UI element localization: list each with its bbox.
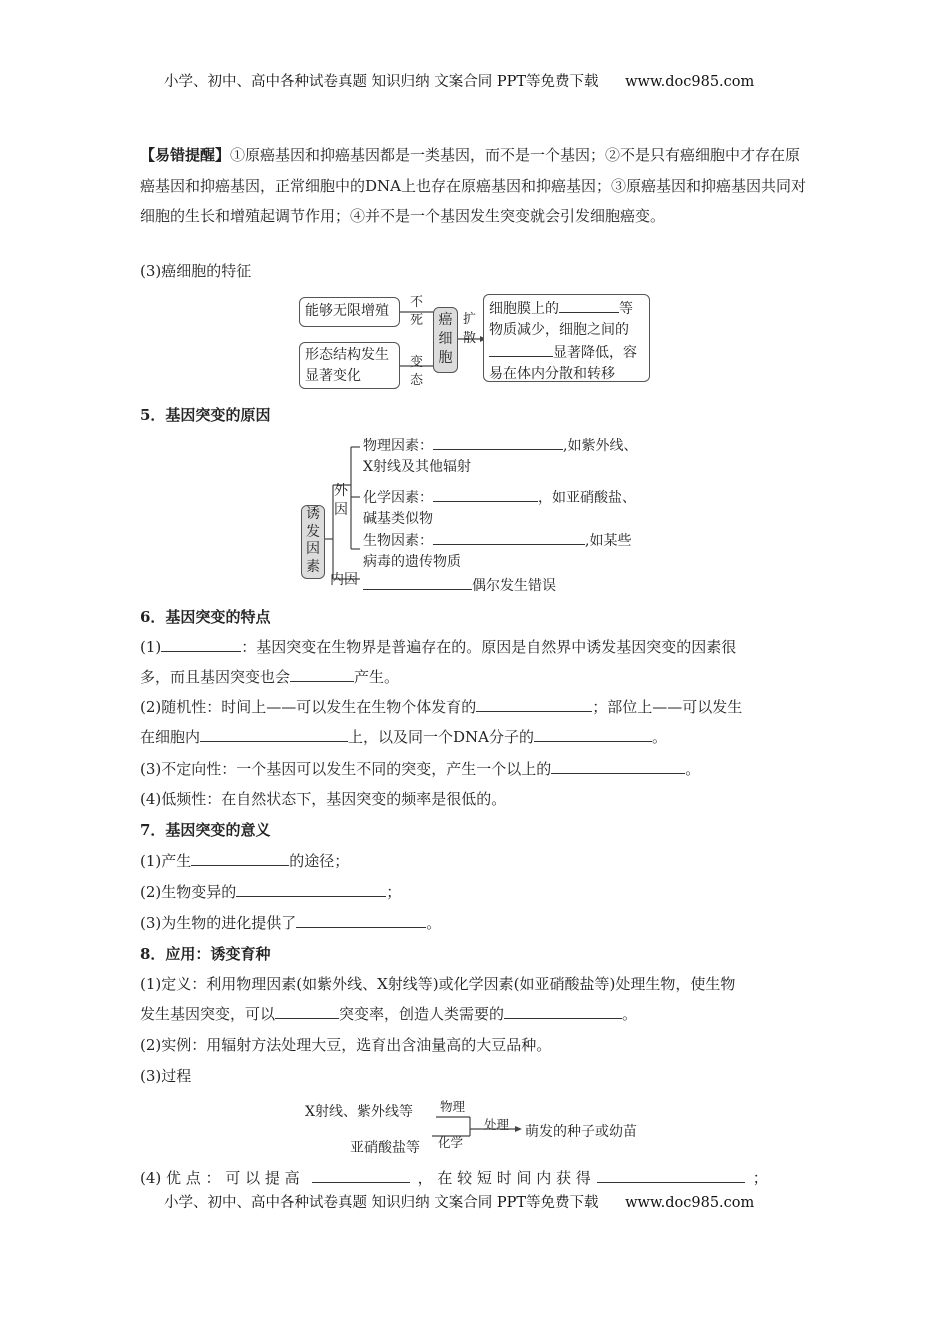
blank: [363, 574, 472, 590]
text: (1)产生: [140, 852, 192, 870]
factor-text: 碱基类似物: [363, 511, 433, 527]
spread-description-box: [483, 294, 650, 382]
factor-text: ,如某些: [585, 533, 632, 549]
text: ；部位上——可以发生: [592, 698, 743, 716]
text: 的途径；: [289, 852, 350, 870]
desc-line: 物质减少，细胞之间的: [489, 322, 629, 338]
s6-line: [140, 754, 700, 784]
section-8-title: 8．应用：诱变育种: [140, 945, 271, 963]
center-char: 胞: [438, 350, 453, 366]
tag-char: 变: [410, 355, 424, 370]
text: 。: [426, 914, 442, 932]
section-7-title: 7．基因突变的意义: [140, 821, 271, 839]
s8-line: (2)实例：用辐射方法处理大豆，选育出含油量高的大豆品种。: [140, 1036, 552, 1054]
text: 多，而且基因突变也会: [140, 668, 291, 686]
s8-advantage-line: [140, 1163, 768, 1193]
factor-text: X射线及其他辐射: [363, 459, 471, 475]
blank: [236, 881, 386, 897]
physical-source: X射线、紫外线等: [305, 1104, 413, 1120]
s6-line: [140, 632, 736, 662]
factor-text: ，如亚硝酸盐、: [538, 490, 636, 506]
blank: [534, 726, 652, 742]
s7-line: [140, 877, 401, 907]
s7-line: [140, 908, 441, 938]
desc-text: 等: [619, 301, 633, 317]
desc-text: 细胞膜上的: [489, 301, 559, 317]
text: 上，以及同一个DNA分子的: [348, 728, 535, 746]
ext-char: 外: [334, 483, 348, 499]
text: ：基因突变在生物界是普遍存在的。原因是自然界中诱发基因突变的因素很: [241, 638, 737, 656]
arrow-char: 散: [463, 331, 477, 346]
blank: [489, 341, 553, 357]
blank: [433, 486, 538, 502]
immortal-tag: [410, 295, 423, 328]
reminder-label: 【易错提醒】: [140, 146, 231, 164]
internal-cause-label: 内因: [330, 572, 358, 588]
center-char: 癌: [438, 312, 453, 328]
footer-url: www.doc985.com: [625, 1195, 755, 1211]
text: ；: [752, 1169, 768, 1187]
box-line: 显著变化: [305, 368, 361, 384]
blank: [312, 1167, 410, 1183]
text: 。: [652, 728, 668, 746]
text: 产生。: [354, 668, 400, 686]
text: ；: [386, 883, 402, 901]
root-char: 发: [306, 523, 320, 540]
section-6-title: 6．基因突变的特点: [140, 608, 271, 626]
factor-text: ,如紫外线、: [563, 438, 638, 454]
blank: [296, 912, 426, 928]
s6-line: [140, 692, 742, 722]
desc-line: [489, 341, 644, 364]
internal-factor: [363, 574, 556, 595]
text: 发生基因突变，可以: [140, 1005, 276, 1023]
cancer-features-title: (3)癌细胞的特征: [140, 262, 252, 280]
s6-line: [140, 722, 667, 752]
desc-line: [489, 297, 644, 320]
text: (2)随机性：时间上——可以发生在生物个体发育的: [140, 698, 477, 716]
cancer-cell-box: [433, 307, 458, 373]
factor-label: 化学因素：: [363, 490, 433, 506]
text: (3)为生物的进化提供了: [140, 914, 297, 932]
s6-line: [140, 662, 399, 692]
text: ， 在 较 短 时 间 内 获 得: [417, 1169, 591, 1187]
text: (2)生物变异的: [140, 883, 237, 901]
spread-label: [463, 312, 476, 346]
blank: [559, 297, 619, 313]
root-char: 素: [306, 558, 320, 575]
text: 。: [622, 1005, 638, 1023]
section-5-title: 5．基因突变的原因: [140, 406, 271, 424]
factor-label: 物理因素：: [363, 438, 433, 454]
process-label: 处理: [484, 1117, 510, 1132]
chemical-label: 化学: [438, 1135, 464, 1150]
morph-tag: [410, 355, 423, 388]
blank: [597, 1167, 745, 1183]
blank: [551, 758, 685, 774]
unlimited-proliferation-box: [299, 297, 400, 327]
physical-label: 物理: [440, 1099, 466, 1114]
blank: [290, 666, 354, 682]
text: (3)不定向性：一个基因可以发生不同的突变，产生一个以上的: [140, 760, 552, 778]
blank: [275, 1003, 339, 1019]
box-label: 能够无限增殖: [305, 303, 389, 319]
blank: [433, 529, 585, 545]
header-text: 小学、初中、高中各种试卷真题 知识归纳 文案合同 PPT等免费下载: [164, 74, 599, 90]
arrow-char: 扩: [463, 312, 477, 327]
induction-factors-box: [301, 505, 325, 579]
root-char: 诱: [306, 506, 320, 522]
tag-char: 死: [410, 313, 424, 328]
blank: [200, 726, 348, 742]
chemical-source: 亚硝酸盐等: [350, 1140, 420, 1156]
tag-char: 不: [410, 295, 424, 310]
page-footer: [164, 1191, 754, 1212]
tag-char: 态: [410, 373, 424, 388]
chemical-factor: [363, 486, 636, 530]
blank: [161, 636, 241, 652]
reminder-body: ①原癌基因和抑癌基因都是一类基因，而不是一个基因；②不是只有癌细胞中才存在原癌基因和抑癌基因，正常细胞中的DNA上也存在原癌基因和抑癌基因；③原癌基因和抑癌基因共同对细胞的生长和增殖起调节作用；④并不是一个基因发生突变就会引发细胞癌变。: [140, 146, 806, 225]
blank: [476, 696, 592, 712]
text: (4) 优 点 ： 可 以 提 高: [140, 1169, 300, 1187]
footer-text: 小学、初中、高中各种试卷真题 知识归纳 文案合同 PPT等免费下载: [164, 1195, 599, 1211]
factor-label: 生物因素：: [363, 533, 433, 549]
s8-line: (3)过程: [140, 1067, 192, 1085]
center-char: 细: [438, 331, 453, 347]
text: (1): [140, 638, 162, 656]
s7-line: [140, 846, 349, 876]
target-material: 萌发的种子或幼苗: [525, 1124, 637, 1140]
s8-line: (1)定义：利用物理因素(如紫外线、X射线等)或化学因素(如亚硝酸盐等)处理生物，使生物: [140, 975, 736, 993]
blank: [191, 850, 289, 866]
external-cause-label: [334, 482, 348, 520]
physical-factor: [363, 434, 637, 478]
factor-text: 偶尔发生错误: [472, 578, 556, 594]
text: 在细胞内: [140, 728, 201, 746]
box-line: 形态结构发生: [305, 347, 389, 363]
s8-line: [140, 999, 637, 1029]
text: 。: [685, 760, 701, 778]
blank: [433, 434, 563, 450]
factor-text: 病毒的遗传物质: [363, 554, 461, 570]
text: 突变率，创造人类需要的: [339, 1005, 505, 1023]
s6-line: (4)低频性：在自然状态下，基因突变的频率是很低的。: [140, 790, 507, 808]
morphology-change-box: [299, 342, 400, 389]
header-url: www.doc985.com: [625, 74, 755, 90]
blank: [504, 1003, 622, 1019]
root-char: 因: [306, 541, 320, 557]
desc-text: 显著降低，容: [553, 345, 637, 361]
biological-factor: [363, 529, 631, 573]
desc-line: 易在体内分散和转移: [489, 366, 615, 382]
ext-char: 因: [334, 502, 348, 518]
